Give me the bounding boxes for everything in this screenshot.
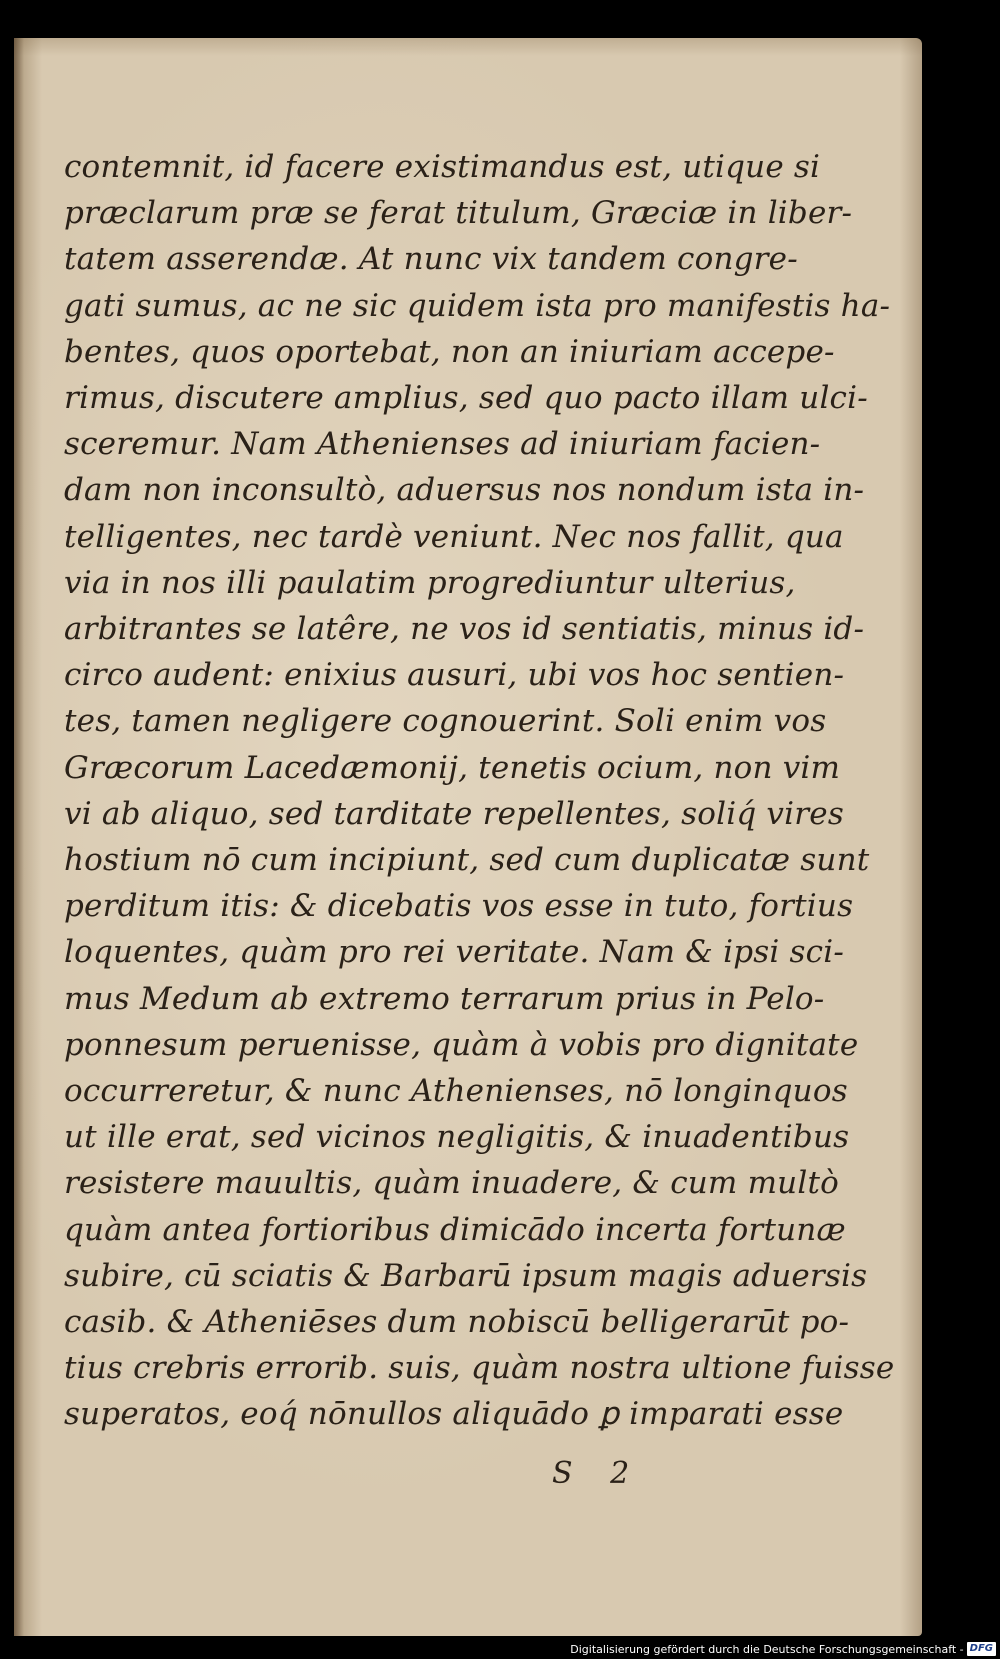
text-line: gati sumus, ac ne sic quidem ista pro manifestis ha-	[64, 287, 891, 324]
dfg-logo: DFG	[967, 1642, 996, 1656]
text-line: arbitrantes se latêre, ne vos id sentiatis, minus id-	[64, 611, 865, 648]
text-line: perditum itis: & dicebatis vos esse in tuto, fortius	[64, 888, 854, 925]
footer-credit-text: Digitalisierung gefördert durch die Deutsche Forschungsgemeinschaft -	[570, 1642, 964, 1656]
text-line: Græcorum Lacedæmonij, tenetis ocium, non vim	[64, 749, 841, 786]
book-page	[14, 38, 922, 1636]
text-line: tes, tamen negligere cognouerint. Soli enim vos	[64, 703, 827, 740]
text-line: resistere mauultis, quàm inuadere, & cum multò	[64, 1165, 839, 1202]
text-line: via in nos illi paulatim progrediuntur ulterius,	[64, 564, 796, 601]
digitization-footer	[570, 1639, 1000, 1659]
text-line: quàm antea fortioribus dimicādo incerta fortunæ	[64, 1211, 846, 1248]
text-line: tius crebris errorib. suis, quàm nostra ultione fuisse	[64, 1350, 895, 1387]
text-line: dam non inconsultò, aduersus nos nondum ista in-	[64, 472, 865, 509]
text-line: vi ab aliquo, sed tarditate repellentes, soliq́ vires	[64, 795, 844, 832]
text-line: casib. & Atheniēses dum nobiscū belligerarūt po-	[64, 1304, 850, 1341]
text-line: occurreretur, & nunc Athenienses, nō longinquos	[64, 1073, 848, 1110]
page-gutter-shadow	[14, 38, 24, 1636]
text-line: præclarum præ se ferat titulum, Græciæ in liber-	[64, 195, 853, 232]
text-line: hostium nō cum incipiunt, sed cum duplicatæ sunt	[64, 842, 870, 879]
text-line: contemnit, id facere existimandus est, utique si	[64, 149, 821, 185]
signature-mark: S 2	[552, 1456, 630, 1491]
text-line: sceremur. Nam Athenienses ad iniuriam facien-	[64, 426, 821, 463]
text-line: bentes, quos oportebat, non an iniuriam accepe-	[64, 333, 835, 370]
text-line: ut ille erat, sed vicinos negligitis, & inuadentibus	[64, 1119, 850, 1156]
text-line: loquentes, quàm pro rei veritate. Nam & ipsi sci-	[64, 934, 845, 971]
text-line: telligentes, nec tardè veniunt. Nec nos fallit, qua	[64, 518, 844, 555]
latin-text-block	[64, 144, 895, 1438]
text-line: subire, cū sciatis & Barbarū ipsum magis aduersis	[64, 1257, 868, 1294]
text-line: tatem asserendæ. At nunc vix tandem congre-	[64, 241, 798, 278]
text-line: ponnesum peruenisse, quàm à vobis pro dignitate	[64, 1026, 859, 1063]
text-line: superatos, eoq́ nōnullos aliquādo ꝑ imparati esse	[64, 1396, 844, 1433]
text-line: mus Medum ab extremo terrarum prius in Pelo-	[64, 980, 825, 1017]
text-line: circo audent: enixius ausuri, ubi vos hoc sentien-	[64, 657, 845, 694]
text-line: rimus, discutere amplius, sed quo pacto illam ulci-	[64, 380, 868, 417]
